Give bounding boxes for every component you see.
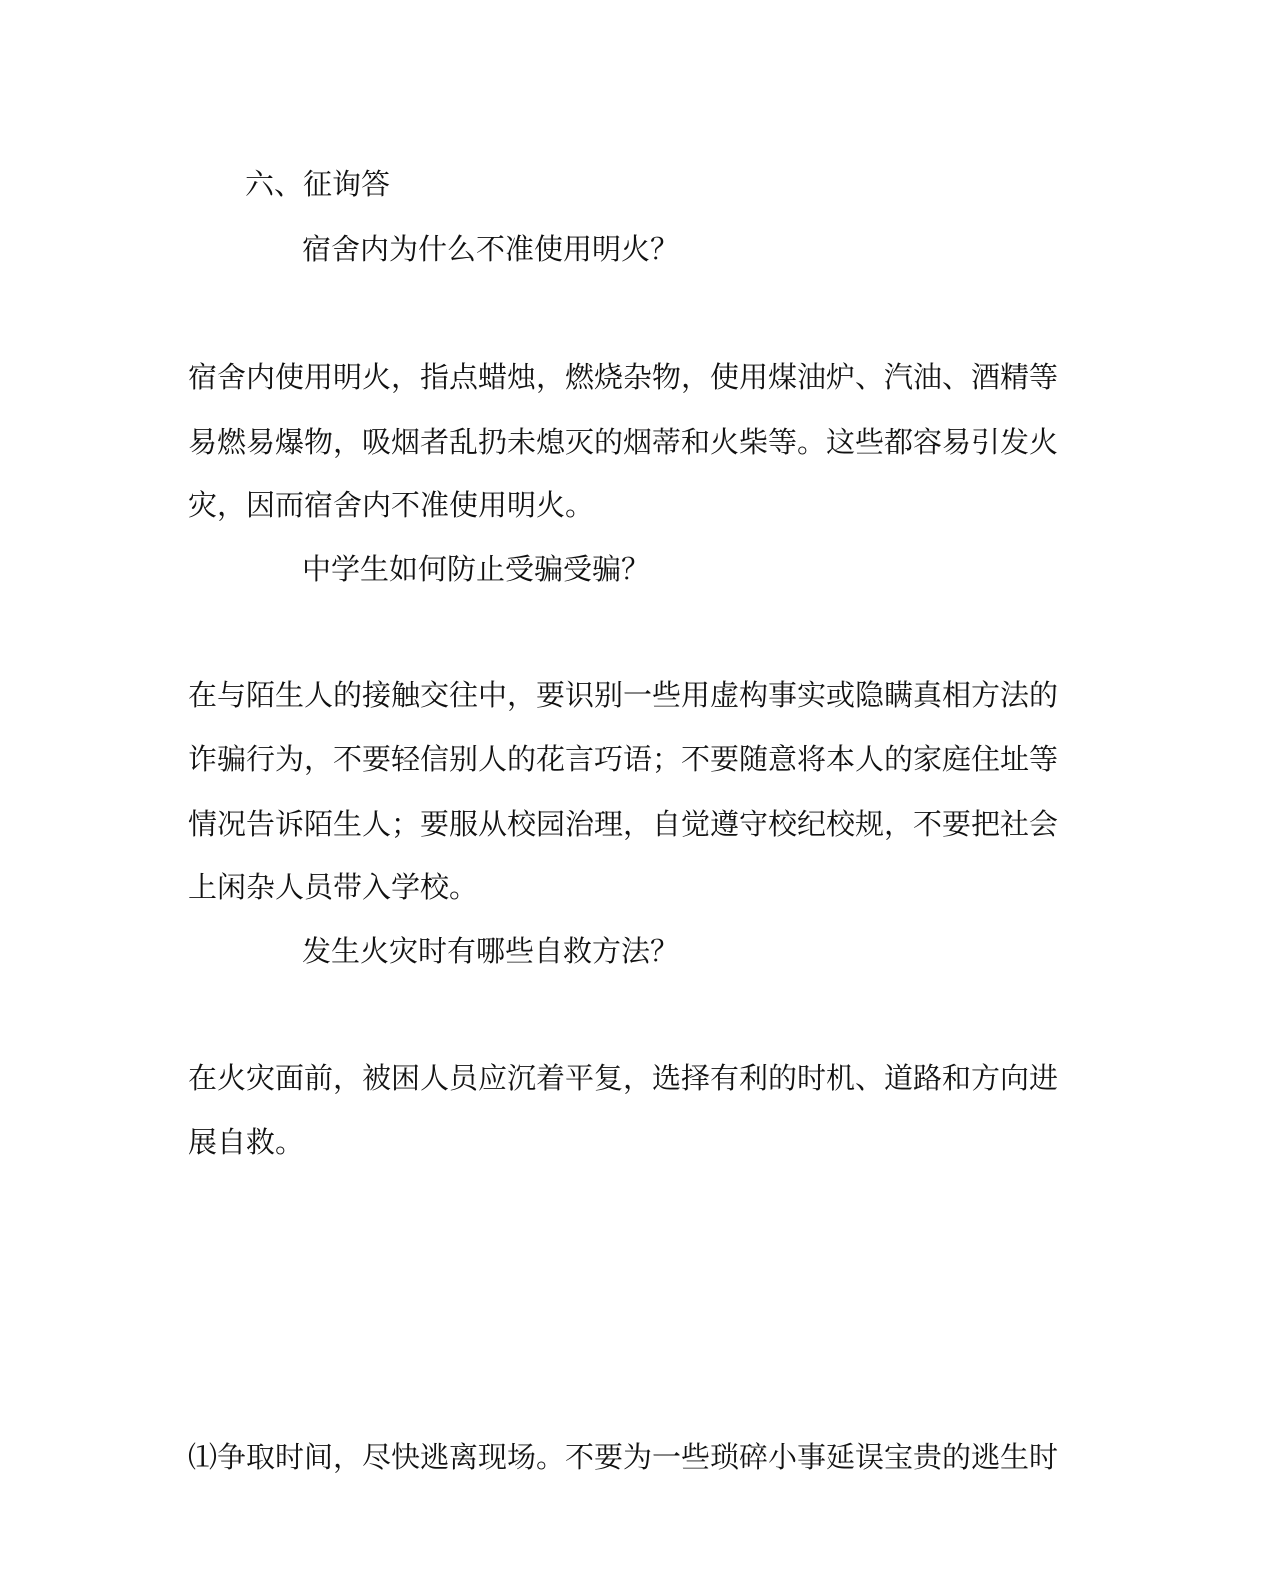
answer-dorm-fire-line-2: 易燃易爆物，吸烟者乱扔未熄灭的烟蒂和火柴等。这些都容易引发火 [188, 425, 1059, 459]
answer-fire-escape-line-1: 在火灾面前，被困人员应沉着平复，选择有利的时机、道路和方向进 [188, 1061, 1059, 1095]
escape-item-1: ⑴争取时间，尽快逃离现场。不要为一些琐碎小事延误宝贵的逃生时 [188, 1440, 1059, 1474]
answer-dorm-fire-line-1: 宿舍内使用明火，指点蜡烛，燃烧杂物，使用煤油炉、汽油、酒精等 [188, 360, 1059, 394]
answer-fraud-line-2: 诈骗行为，不要轻信别人的花言巧语；不要随意将本人的家庭住址等 [188, 742, 1059, 776]
answer-fire-escape-line-2: 展自救。 [188, 1125, 305, 1159]
question-dorm-fire: 宿舍内为什么不准使用明火？ [302, 232, 680, 266]
question-fire-escape: 发生火灾时有哪些自救方法？ [302, 934, 680, 968]
answer-fraud-line-1: 在与陌生人的接触交往中，要识别一些用虚构事实或隐瞒真相方法的 [188, 678, 1059, 712]
answer-fraud-line-4: 上闲杂人员带入学校。 [188, 870, 479, 904]
answer-dorm-fire-line-3: 灾，因而宿舍内不准使用明火。 [188, 488, 595, 522]
question-fraud: 中学生如何防止受骗受骗？ [302, 552, 651, 586]
answer-fraud-line-3: 情况告诉陌生人；要服从校园治理，自觉遵守校纪校规，不要把社会 [188, 807, 1059, 841]
section-title: 六、征询答 [245, 167, 391, 201]
